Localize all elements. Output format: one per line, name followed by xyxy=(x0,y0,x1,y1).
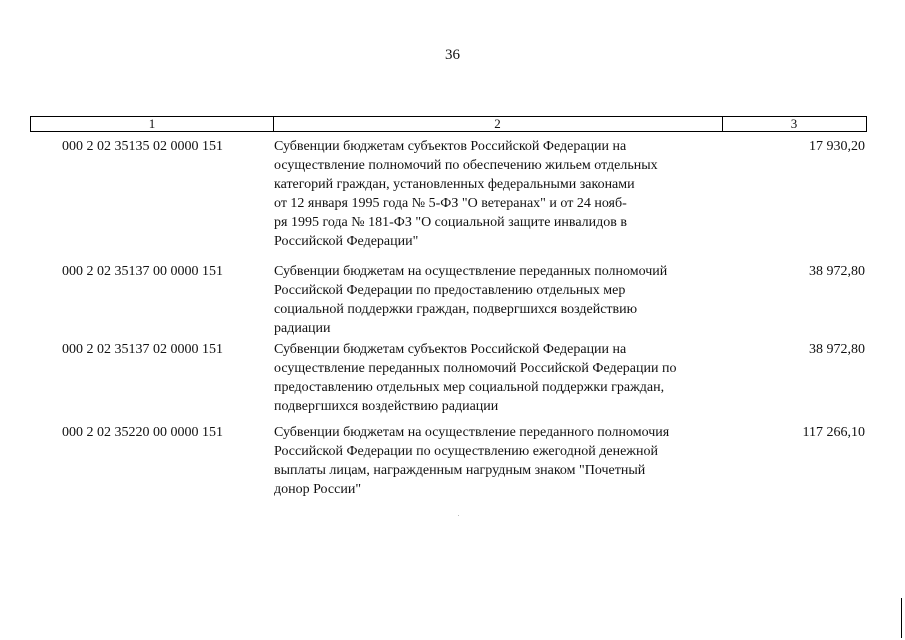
row-description xyxy=(274,423,724,499)
row-description xyxy=(274,137,724,251)
description-line: социальной поддержки граждан, подвергшихся воздействию xyxy=(274,302,638,317)
table-header xyxy=(30,116,867,132)
column-header-3: 3 xyxy=(790,116,798,131)
row-amount: 38 972,80 xyxy=(809,264,865,279)
page-number: 36 xyxy=(445,47,460,63)
description-line: донор России" xyxy=(274,482,362,497)
description-line: предоставлению отдельных мер социальной поддержки граждан, xyxy=(274,380,665,395)
description-line: Российской Федерации по осуществлению ежегодной денежной xyxy=(274,444,658,459)
description-line: подвергшихся воздействию радиации xyxy=(274,399,499,414)
row-description xyxy=(274,262,724,338)
row-description xyxy=(274,340,724,416)
budget-code: 000 2 02 35220 00 0000 151 xyxy=(62,425,223,440)
description-line: выплаты лицам, награжденным нагрудным знаком "Почетный xyxy=(274,463,646,478)
description-line: Российской Федерации" xyxy=(274,234,419,249)
description-line: Российской Федерации по предоставлению отдельных мер xyxy=(274,283,626,298)
description-line: ря 1995 года № 181-ФЗ "О социальной защите инвалидов в xyxy=(274,215,627,230)
description-line: радиации xyxy=(274,321,331,336)
description-line: категорий граждан, установленных федеральными законами xyxy=(274,177,635,192)
description-line: осуществление переданных полномочий Российской Федерации по xyxy=(274,361,677,376)
description-line: Субвенции бюджетам субъектов Российской Федерации на xyxy=(274,139,627,154)
description-line: от 12 января 1995 года № 5-ФЗ "О ветеранах" и от 24 нояб- xyxy=(274,196,627,211)
scan-edge-line xyxy=(901,598,902,638)
row-amount: 117 266,10 xyxy=(802,425,865,440)
column-header-1: 1 xyxy=(31,117,274,131)
budget-code: 000 2 02 35135 02 0000 151 xyxy=(62,139,223,154)
budget-code: 000 2 02 35137 02 0000 151 xyxy=(62,342,223,357)
description-line: осуществление полномочий по обеспечению жильем отдельных xyxy=(274,158,658,173)
row-amount: 38 972,80 xyxy=(809,342,865,357)
description-line: Субвенции бюджетам на осуществление переданных полномочий xyxy=(274,264,668,279)
description-line: Субвенции бюджетам субъектов Российской Федерации на xyxy=(274,342,627,357)
scan-artifact-dot xyxy=(458,515,459,516)
column-header-2: 2 xyxy=(273,117,723,131)
budget-code: 000 2 02 35137 00 0000 151 xyxy=(62,264,223,279)
description-line: Субвенции бюджетам на осуществление переданного полномочия xyxy=(274,425,670,440)
row-amount: 17 930,20 xyxy=(809,139,865,154)
